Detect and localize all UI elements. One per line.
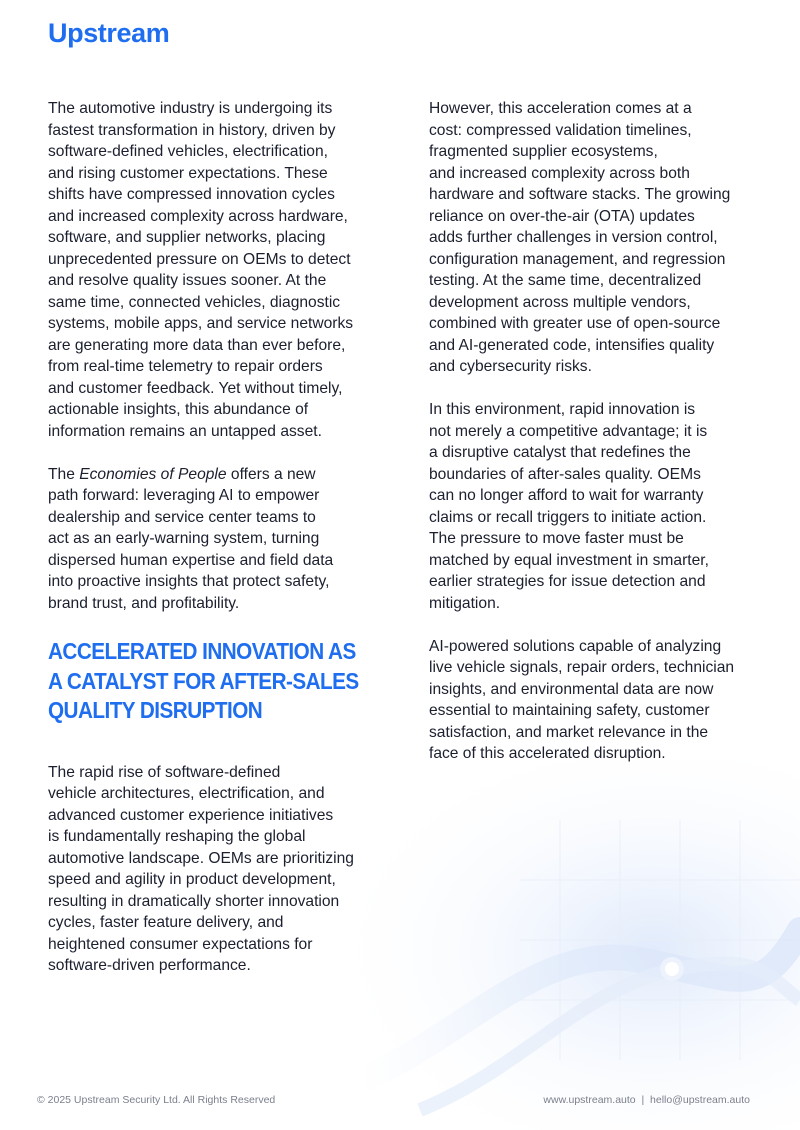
acceleration-cost-paragraph: However, this acceleration comes at a cost: compressed validation timelines, fragmented supplier ecosystems, and increased complexity across both hardware and software stacks. The growing reliance on over-the-air (OTA) updates adds further challenges in version control, configuration management, and regression testing. At the same time, decentralized development across multiple vendors, combined with greater use of open-source and AI-generated code, intensifies quality and cybersecurity risks.: [429, 100, 731, 375]
emphasis-title: Economies of People: [79, 465, 227, 483]
software-defined-paragraph: The rapid rise of software-defined vehicle architectures, electrification, and advanced customer experience initiatives is fundamentally reshaping the global automotive landscape. OEMs are prioritizing speed and agility in product development, resulting in dramatically shorter innovation cycles, faster feature delivery, and heightened consumer expectations for software-driven performance.: [48, 763, 354, 974]
paragraph-rest: offers a new path forward: leveraging AI to empower dealership and service center teams to act as an early-warning system, turning dispersed human expertise and field data into proactive insights that protect safety, brand trust, and profitability.: [48, 465, 334, 612]
economies-of-people-paragraph: [48, 464, 378, 615]
ai-solutions-paragraph: AI-powered solutions capable of analyzing live vehicle signals, repair orders, technician insights, and environmental data are now essential to maintaining safety, customer satisfaction, and market relevance in the face of this accelerated disruption.: [429, 637, 735, 762]
section-heading: ACCELERATED INNOVATION AS A CATALYST FOR AFTER-SALES QUALITY DISRUPTION: [48, 638, 359, 723]
intro-paragraph: The automotive industry is undergoing its fastest transformation in history, driven by software-defined vehicles, electrification, and rising customer expectations. These shifts have compressed innovation cycles and increased complexity across hardware, software, and supplier networks, placing unprecedented pressure on OEMs to detect and resolve quality issues sooner. At the same time, connected vehicles, diagnostic systems, mobile apps, and service networks are generating more data than ever before, from real-time telemetry to repair orders and customer feedback. Yet without timely, actionable insights, this abundance of information remains an untapped asset.: [48, 100, 354, 440]
footer-copyright: © 2025 Upstream Security Ltd. All Rights Reserved: [37, 1094, 276, 1106]
upstream-logo: Upstream: [48, 18, 170, 48]
right-column: [429, 98, 759, 765]
footer-contact: www.upstream.auto | hello@upstream.auto: [543, 1094, 750, 1106]
paragraph-prefix: The: [48, 465, 80, 483]
left-column: [48, 98, 378, 977]
environment-paragraph: In this environment, rapid innovation is not merely a competitive advantage; it is a disruptive catalyst that redefines the boundaries of after-sales quality. OEMs can no longer afford to wait for warranty claims or recall triggers to initiate action. The pressure to move faster must be matched by equal investment in smarter, earlier strategies for issue detection and mitigation.: [429, 401, 709, 612]
